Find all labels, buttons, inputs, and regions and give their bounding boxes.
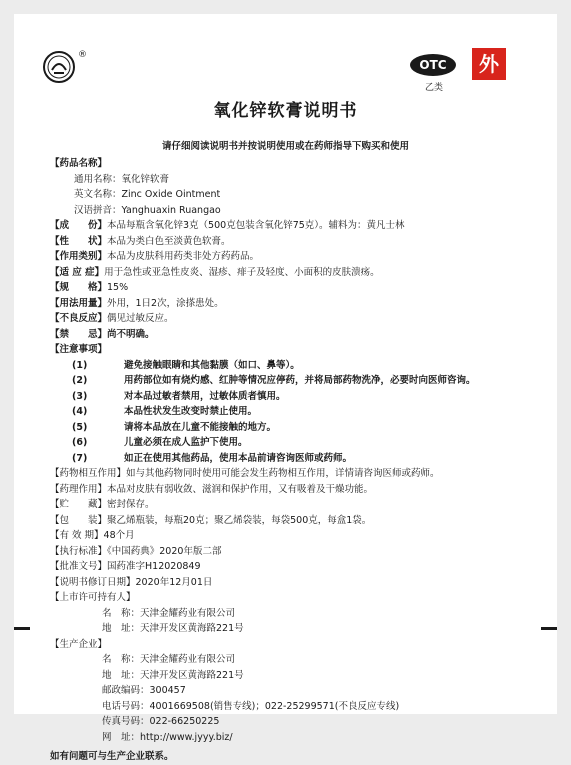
manufacturer-phone: 电话号码：4001669508(销售专线)；022-25299571(不良反应专线)	[102, 700, 400, 712]
manufacturer-website: 网 址：http://www.jyyy.biz/	[102, 731, 233, 743]
section-label: 【成 份】	[50, 220, 108, 231]
section-label: 【说明书修订日期】	[50, 576, 136, 588]
section-label: 【适 应 症】	[50, 266, 105, 278]
precautions-list	[50, 358, 540, 467]
section-list	[50, 218, 540, 342]
section-row	[50, 327, 540, 343]
section-label: 【药物相互作用】	[50, 468, 127, 479]
section-label: 【贮 藏】	[50, 499, 108, 510]
drug-name-heading: 【药品名称】	[50, 158, 108, 169]
otc-badge: OTC	[410, 54, 456, 76]
section-row	[50, 482, 540, 498]
section-row	[50, 513, 540, 529]
section-label: 【药理作用】	[50, 483, 108, 495]
precaution-item	[50, 389, 540, 405]
section-list-2	[50, 466, 540, 590]
section-text: 如与其他药物同时使用可能会发生药物相互作用，详情请咨询医师或药师。	[126, 468, 440, 479]
precaution-text: 避免接触眼睛和其他黏膜（如口、鼻等）。	[124, 359, 300, 371]
precaution-number: (7)	[72, 452, 88, 464]
section-text: 本品为皮肤科用药类非处方药药品。	[107, 251, 260, 262]
precaution-item	[50, 451, 540, 467]
holder-heading: 【上市许可持有人】	[50, 592, 136, 603]
fold-mark-right	[541, 627, 557, 630]
precaution-number: (1)	[72, 359, 88, 371]
section-label: 【作用类别】	[50, 251, 108, 262]
section-text: 偶见过敏反应。	[107, 313, 174, 324]
document-title: 氧化锌软膏说明书	[213, 101, 358, 121]
section-row	[50, 544, 540, 560]
precautions-heading: 【注意事项】	[50, 344, 108, 355]
section-text: 外用，1日2次，涂搽患处。	[107, 297, 224, 309]
fold-mark-left	[14, 627, 30, 630]
section-text: 15%	[107, 282, 129, 293]
section-text: 密封保存。	[107, 499, 155, 510]
manufacturer-name: 名 称：天津金耀药业有限公司	[102, 654, 236, 665]
section-text: 尚不明确。	[107, 328, 155, 340]
precaution-number: (5)	[72, 421, 88, 433]
manufacturer-heading: 【生产企业】	[50, 638, 108, 650]
section-text: 48个月	[103, 530, 135, 541]
section-text: 2020年12月01日	[135, 576, 213, 588]
section-label: 【执行标准】	[50, 545, 108, 557]
section-row	[50, 280, 540, 296]
section-label: 【用法用量】	[50, 297, 108, 309]
precaution-text: 对本品过敏者禁用，过敏体质者慎用。	[124, 390, 286, 402]
section-text: 本品对皮肤有弱收敛、滋润和保护作用，又有吸着及干燥功能。	[107, 483, 374, 495]
precaution-number: (4)	[72, 406, 88, 417]
manufacturer-postcode: 邮政编码：300457	[102, 685, 186, 696]
precaution-text: 如正在使用其他药品，使用本品前请咨询医师或药师。	[124, 452, 353, 464]
section-row	[50, 528, 540, 544]
precaution-item	[50, 358, 540, 374]
precaution-item	[50, 404, 540, 420]
section-row	[50, 559, 540, 575]
section-label: 【禁 忌】	[50, 328, 108, 340]
section-label: 【批准文号】	[50, 561, 108, 572]
english-name: 英文名称：Zinc Oxide Ointment	[74, 189, 221, 200]
section-row	[50, 249, 540, 265]
section-row	[50, 218, 540, 234]
contact-note: 如有问题可与生产企业联系。	[50, 751, 174, 762]
section-row	[50, 265, 540, 281]
precaution-item	[50, 420, 540, 436]
common-name: 通用名称：氧化锌软膏	[74, 173, 170, 185]
holder-name: 名 称：天津金耀药业有限公司	[102, 607, 236, 619]
section-label: 【不良反应】	[50, 313, 108, 324]
usage-notice: 请仔细阅读说明书并按说明使用或在药师指导下购买和使用	[161, 141, 409, 152]
leaflet-sheet	[14, 14, 557, 762]
registered-mark: ®	[78, 50, 87, 60]
precaution-item	[50, 435, 540, 451]
section-label: 【规 格】	[50, 282, 108, 293]
company-logo-icon	[42, 50, 76, 84]
precaution-text: 用药部位如有烧灼感、红肿等情况应停药，并将局部药物洗净，必要时向医师咨询。	[124, 375, 476, 386]
leaflet-body	[50, 156, 540, 765]
precaution-text: 本品性状发生改变时禁止使用。	[124, 406, 258, 417]
section-label: 【包 装】	[50, 514, 108, 526]
precaution-number: (3)	[72, 390, 88, 402]
section-text: 用于急性或亚急性皮炎、湿疹、痱子及轻度、小面积的皮肤溃疡。	[104, 266, 380, 278]
section-text: 本品每瓶含氧化锌3克（500克包装含氧化锌75克）。辅料为：黄凡士林	[107, 220, 405, 231]
precaution-text: 请将本品放在儿童不能接触的地方。	[124, 421, 277, 433]
section-row	[50, 497, 540, 513]
section-text: 《中国药典》2020年版二部	[107, 545, 222, 557]
section-text: 聚乙烯瓶装，每瓶20克；聚乙烯袋装，每袋500克，每盒1袋。	[107, 514, 372, 526]
precaution-item	[50, 373, 540, 389]
pinyin-name: 汉语拼音：Yanghuaxin Ruangao	[74, 204, 221, 216]
holder-address: 地 址：天津开发区黄海路221号	[102, 623, 244, 634]
external-use-badge: 外	[472, 48, 506, 80]
precaution-number: (6)	[72, 437, 88, 448]
section-row	[50, 575, 540, 591]
section-row	[50, 466, 540, 482]
section-text: 本品为类白色至淡黄色软膏。	[107, 235, 231, 247]
otc-class-label: 乙类	[425, 83, 444, 93]
section-row	[50, 296, 540, 312]
section-row	[50, 311, 540, 327]
manufacturer-fax: 传真号码：022-66250225	[102, 716, 220, 727]
section-label: 【性 状】	[50, 235, 108, 247]
section-text: 国药准字H12020849	[107, 561, 201, 572]
section-label: 【有 效 期】	[50, 530, 104, 541]
precaution-text: 儿童必须在成人监护下使用。	[124, 437, 248, 448]
precaution-number: (2)	[72, 375, 88, 386]
section-row	[50, 234, 540, 250]
manufacturer-address: 地 址：天津开发区黄海路221号	[102, 669, 244, 681]
